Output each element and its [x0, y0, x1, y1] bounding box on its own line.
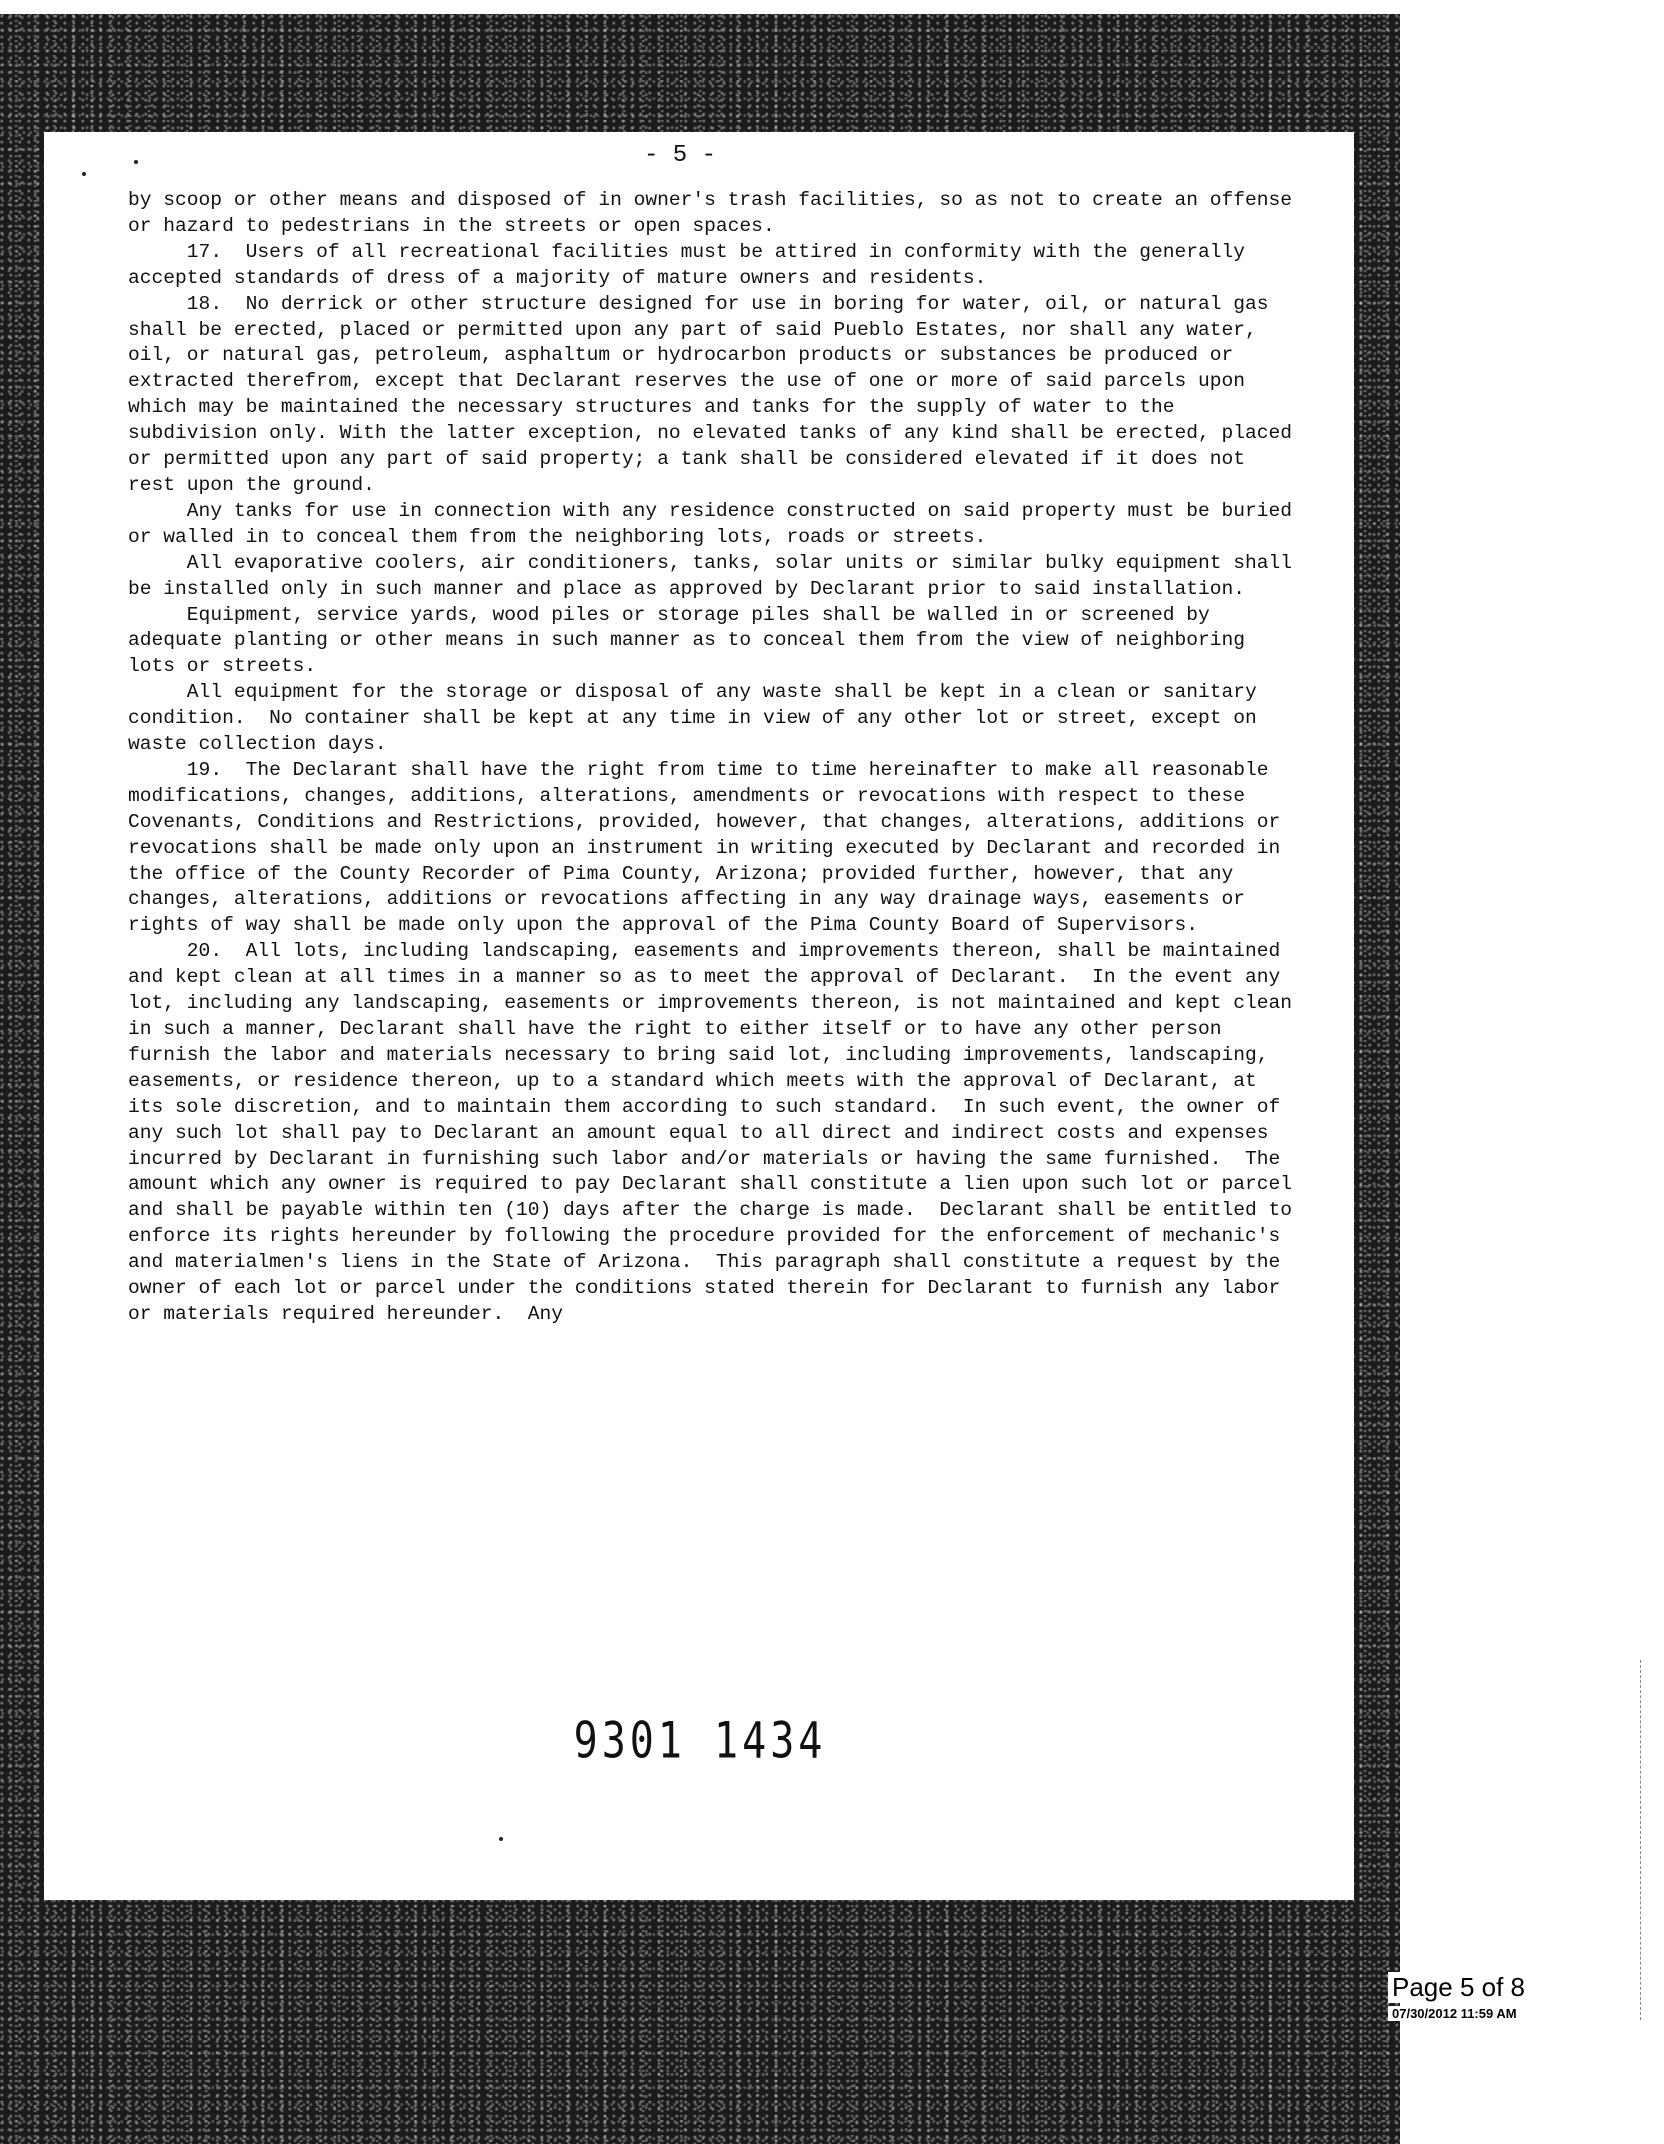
paragraph-coolers: All evaporative coolers, air conditioners, tanks, solar units or similar bulky equipment shall be installed only in such manner and place as approved by Declarant prior to said installation. — [128, 551, 1304, 600]
scan-speck — [82, 172, 86, 176]
paragraph-17: 17. Users of all recreational facilities must be attired in conformity with the generally accepted standards of dress of a majority of mature owners and residents. — [128, 240, 1257, 289]
paragraph-19: 19. The Declarant shall have the right from time to time hereinafter to make all reasonable modifications, changes, additions, alterations, amendments or revocations with respect to these Covenants, Conditions and Restrictions, provided, however, that changes, alterations, additions or revocations shall be made only upon an instrument in writing executed by Declarant and recorded in the office of the County Recorder of Pima County, Arizona; provided further, however, that any changes, alterations, additions or revocations affecting in any way drainage ways, easements or rights of way shall be made only upon the approval of the Pima County Board of Supervisors. — [128, 758, 1293, 937]
recording-stamp: 9301 1434 — [573, 1712, 827, 1770]
scan-speck — [134, 160, 138, 164]
viewer-edge-ruler — [1640, 1660, 1647, 2020]
paragraph-20: 20. All lots, including landscaping, easements and improvements thereon, shall be maintained and kept clean at all times in a manner so as to meet the approval of Declarant. In the event any lot, including any landscaping, easements or improvements thereon, is not maintained and kept clean in such a manner, Declarant shall have the right to either itself or to have any other person furnish the labor and materials necessary to bring said lot, including improvements, landscaping, easements, or residence thereon, up to a standard which meets with the approval of Declarant, at its sole discretion, and to maintain them according to such standard. In such event, the owner of any such lot shall pay to Declarant an amount equal to all direct and indirect costs and expenses incurred by Declarant in furnishing such labor and/or materials or having the same furnished. The amount which any owner is required to pay Declarant shall constitute a lien upon such lot or parcel and shall be payable within ten (10) days after the charge is made. Declarant shall be entitled to enforce its rights hereunder by following the procedure provided for the enforcement of mechanic's and materialmen's liens in the State of Arizona. This paragraph shall constitute a request by the owner of each lot or parcel under the conditions stated therein for Declarant to furnish any labor or materials required hereunder. Any — [128, 940, 1304, 1325]
paragraph-tanks: Any tanks for use in connection with any residence constructed on said property must be buried or walled in to conceal them from the neighboring lots, roads or streets. — [128, 499, 1304, 548]
paragraph-waste: All equipment for the storage or disposal of any waste shall be kept in a clean or sanitary condition. No container shall be kept at any time in view of any other lot or street, except on waste collection days. — [128, 681, 1269, 756]
page-number: - 5 - — [643, 142, 716, 169]
scan-top-edge — [0, 0, 1400, 14]
paragraph: by scoop or other means and disposed of in owner's trash facilities, so as not to create an offense or hazard to pedestrians in the streets or open spaces. — [128, 189, 1304, 237]
paragraph-equipment: Equipment, service yards, wood piles or storage piles shall be walled in or screened by adequate planting or other means in such manner as to conceal them from the view of neighboring lots or streets. — [128, 603, 1257, 678]
document-body — [128, 188, 1304, 1328]
paragraph-18: 18. No derrick or other structure designed for use in boring for water, oil, or natural gas shall be erected, placed or permitted upon any part of said Pueblo Estates, nor shall any water, oil, or natural gas, petroleum, asphaltum or hydrocarbon products or substances be produced or extracted therefrom, except that Declarant reserves the use of one or more of said parcels upon which may be maintained the necessary structures and tanks for the supply of water to the subdivision only. With the latter exception, no elevated tanks of any kind shall be erected, placed or permitted upon any part of said property; a tank shall be considered elevated if it does not rest upon the ground. — [128, 292, 1304, 496]
viewer-page-indicator: Page 5 of 8 — [1388, 1972, 1525, 2003]
scan-speck — [499, 1837, 503, 1841]
viewer-timestamp: 07/30/2012 11:59 AM — [1388, 2006, 1517, 2021]
